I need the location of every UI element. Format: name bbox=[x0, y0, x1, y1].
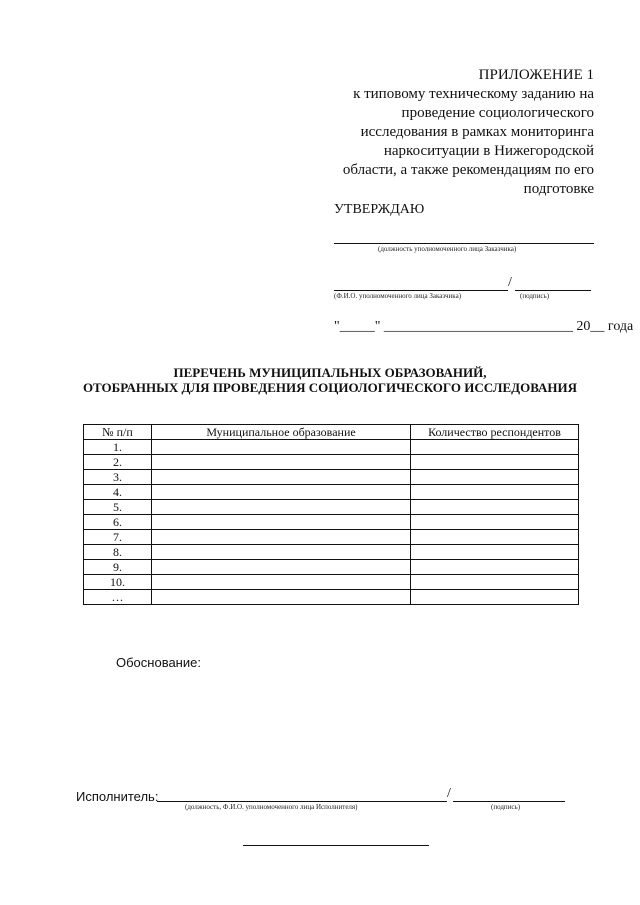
row-number: 6. bbox=[84, 515, 152, 530]
respondents-cell[interactable] bbox=[411, 515, 579, 530]
table-row bbox=[84, 455, 579, 470]
municipality-cell[interactable] bbox=[152, 440, 411, 455]
respondents-cell[interactable] bbox=[411, 560, 579, 575]
table-row bbox=[84, 485, 579, 500]
respondents-cell[interactable] bbox=[411, 455, 579, 470]
municipality-cell[interactable] bbox=[152, 560, 411, 575]
table-row bbox=[84, 530, 579, 545]
basis-label: Обоснование: bbox=[116, 655, 201, 670]
col-header-number: № п/п bbox=[84, 425, 152, 440]
row-number: 7. bbox=[84, 530, 152, 545]
appendix-line: области, а также рекомендациям по его bbox=[342, 162, 594, 178]
executor-position-caption: (должность, Ф.И.О. уполномоченного лица Исполнителя) bbox=[185, 803, 358, 811]
appendix-line: ПРИЛОЖЕНИЕ 1 bbox=[478, 67, 594, 83]
row-number: 3. bbox=[84, 470, 152, 485]
respondents-cell[interactable] bbox=[411, 590, 579, 605]
row-number: 8. bbox=[84, 545, 152, 560]
row-number: 2. bbox=[84, 455, 152, 470]
executor-position-line[interactable] bbox=[157, 801, 447, 802]
respondents-cell[interactable] bbox=[411, 485, 579, 500]
municipality-cell[interactable] bbox=[152, 470, 411, 485]
table-row bbox=[84, 590, 579, 605]
respondents-cell[interactable] bbox=[411, 500, 579, 515]
appendix-line: подготовке bbox=[523, 181, 594, 197]
table-row bbox=[84, 515, 579, 530]
executor-label: Исполнитель: bbox=[76, 789, 159, 804]
appendix-header bbox=[330, 66, 594, 199]
approval-heading: УТВЕРЖДАЮ bbox=[334, 202, 425, 217]
respondents-cell[interactable] bbox=[411, 530, 579, 545]
document-title bbox=[40, 365, 620, 395]
table-row bbox=[84, 560, 579, 575]
executor-signature-line[interactable] bbox=[453, 801, 565, 802]
municipality-cell[interactable] bbox=[152, 545, 411, 560]
executor-slash: / bbox=[447, 786, 451, 801]
municipality-cell[interactable] bbox=[152, 530, 411, 545]
respondents-cell[interactable] bbox=[411, 575, 579, 590]
col-header-municipality: Муниципальное образование bbox=[152, 425, 411, 440]
row-number: 9. bbox=[84, 560, 152, 575]
date-line[interactable]: "_____" ___________________________ 20__ года bbox=[334, 319, 634, 334]
municipality-cell[interactable] bbox=[152, 590, 411, 605]
table-row bbox=[84, 470, 579, 485]
col-header-respondents: Количество респондентов bbox=[411, 425, 579, 440]
table-row bbox=[84, 575, 579, 590]
municipality-cell[interactable] bbox=[152, 575, 411, 590]
table-header-row bbox=[84, 425, 579, 440]
municipalities-table bbox=[83, 424, 579, 605]
table-row bbox=[84, 500, 579, 515]
executor-signature-caption: (подпись) bbox=[491, 803, 521, 811]
municipality-cell[interactable] bbox=[152, 455, 411, 470]
municipality-cell[interactable] bbox=[152, 485, 411, 500]
signature-line[interactable] bbox=[515, 290, 591, 291]
table-row bbox=[84, 545, 579, 560]
appendix-line: исследования в рамках мониторинга bbox=[360, 124, 594, 140]
row-number: 4. bbox=[84, 485, 152, 500]
row-number: 1. bbox=[84, 440, 152, 455]
position-line[interactable] bbox=[334, 243, 594, 244]
respondents-cell[interactable] bbox=[411, 440, 579, 455]
position-caption: (должность уполномоченного лица Заказчика) bbox=[378, 245, 517, 253]
appendix-line: наркоситуации в Нижегородской bbox=[383, 143, 594, 159]
municipality-cell[interactable] bbox=[152, 500, 411, 515]
appendix-line: к типовому техническому заданию на bbox=[353, 86, 594, 102]
title-line: ПЕРЕЧЕНЬ МУНИЦИПАЛЬНЫХ ОБРАЗОВАНИЙ, bbox=[173, 365, 487, 380]
name-line[interactable] bbox=[334, 290, 508, 291]
respondents-cell[interactable] bbox=[411, 470, 579, 485]
title-line: ОТОБРАННЫХ ДЛЯ ПРОВЕДЕНИЯ СОЦИОЛОГИЧЕСКОГО ИССЛЕДОВАНИЯ bbox=[82, 380, 578, 395]
respondents-cell[interactable] bbox=[411, 545, 579, 560]
row-number: 5. bbox=[84, 500, 152, 515]
signature-caption: (подпись) bbox=[520, 292, 550, 300]
appendix-line: проведение социологического bbox=[401, 105, 594, 121]
row-number: 10. bbox=[84, 575, 152, 590]
name-caption: (Ф.И.О. уполномоченного лица Заказчика) bbox=[334, 292, 462, 300]
table-row bbox=[84, 440, 579, 455]
footer-divider bbox=[243, 845, 429, 846]
row-number: … bbox=[84, 590, 152, 605]
municipality-cell[interactable] bbox=[152, 515, 411, 530]
slash: / bbox=[508, 275, 512, 290]
